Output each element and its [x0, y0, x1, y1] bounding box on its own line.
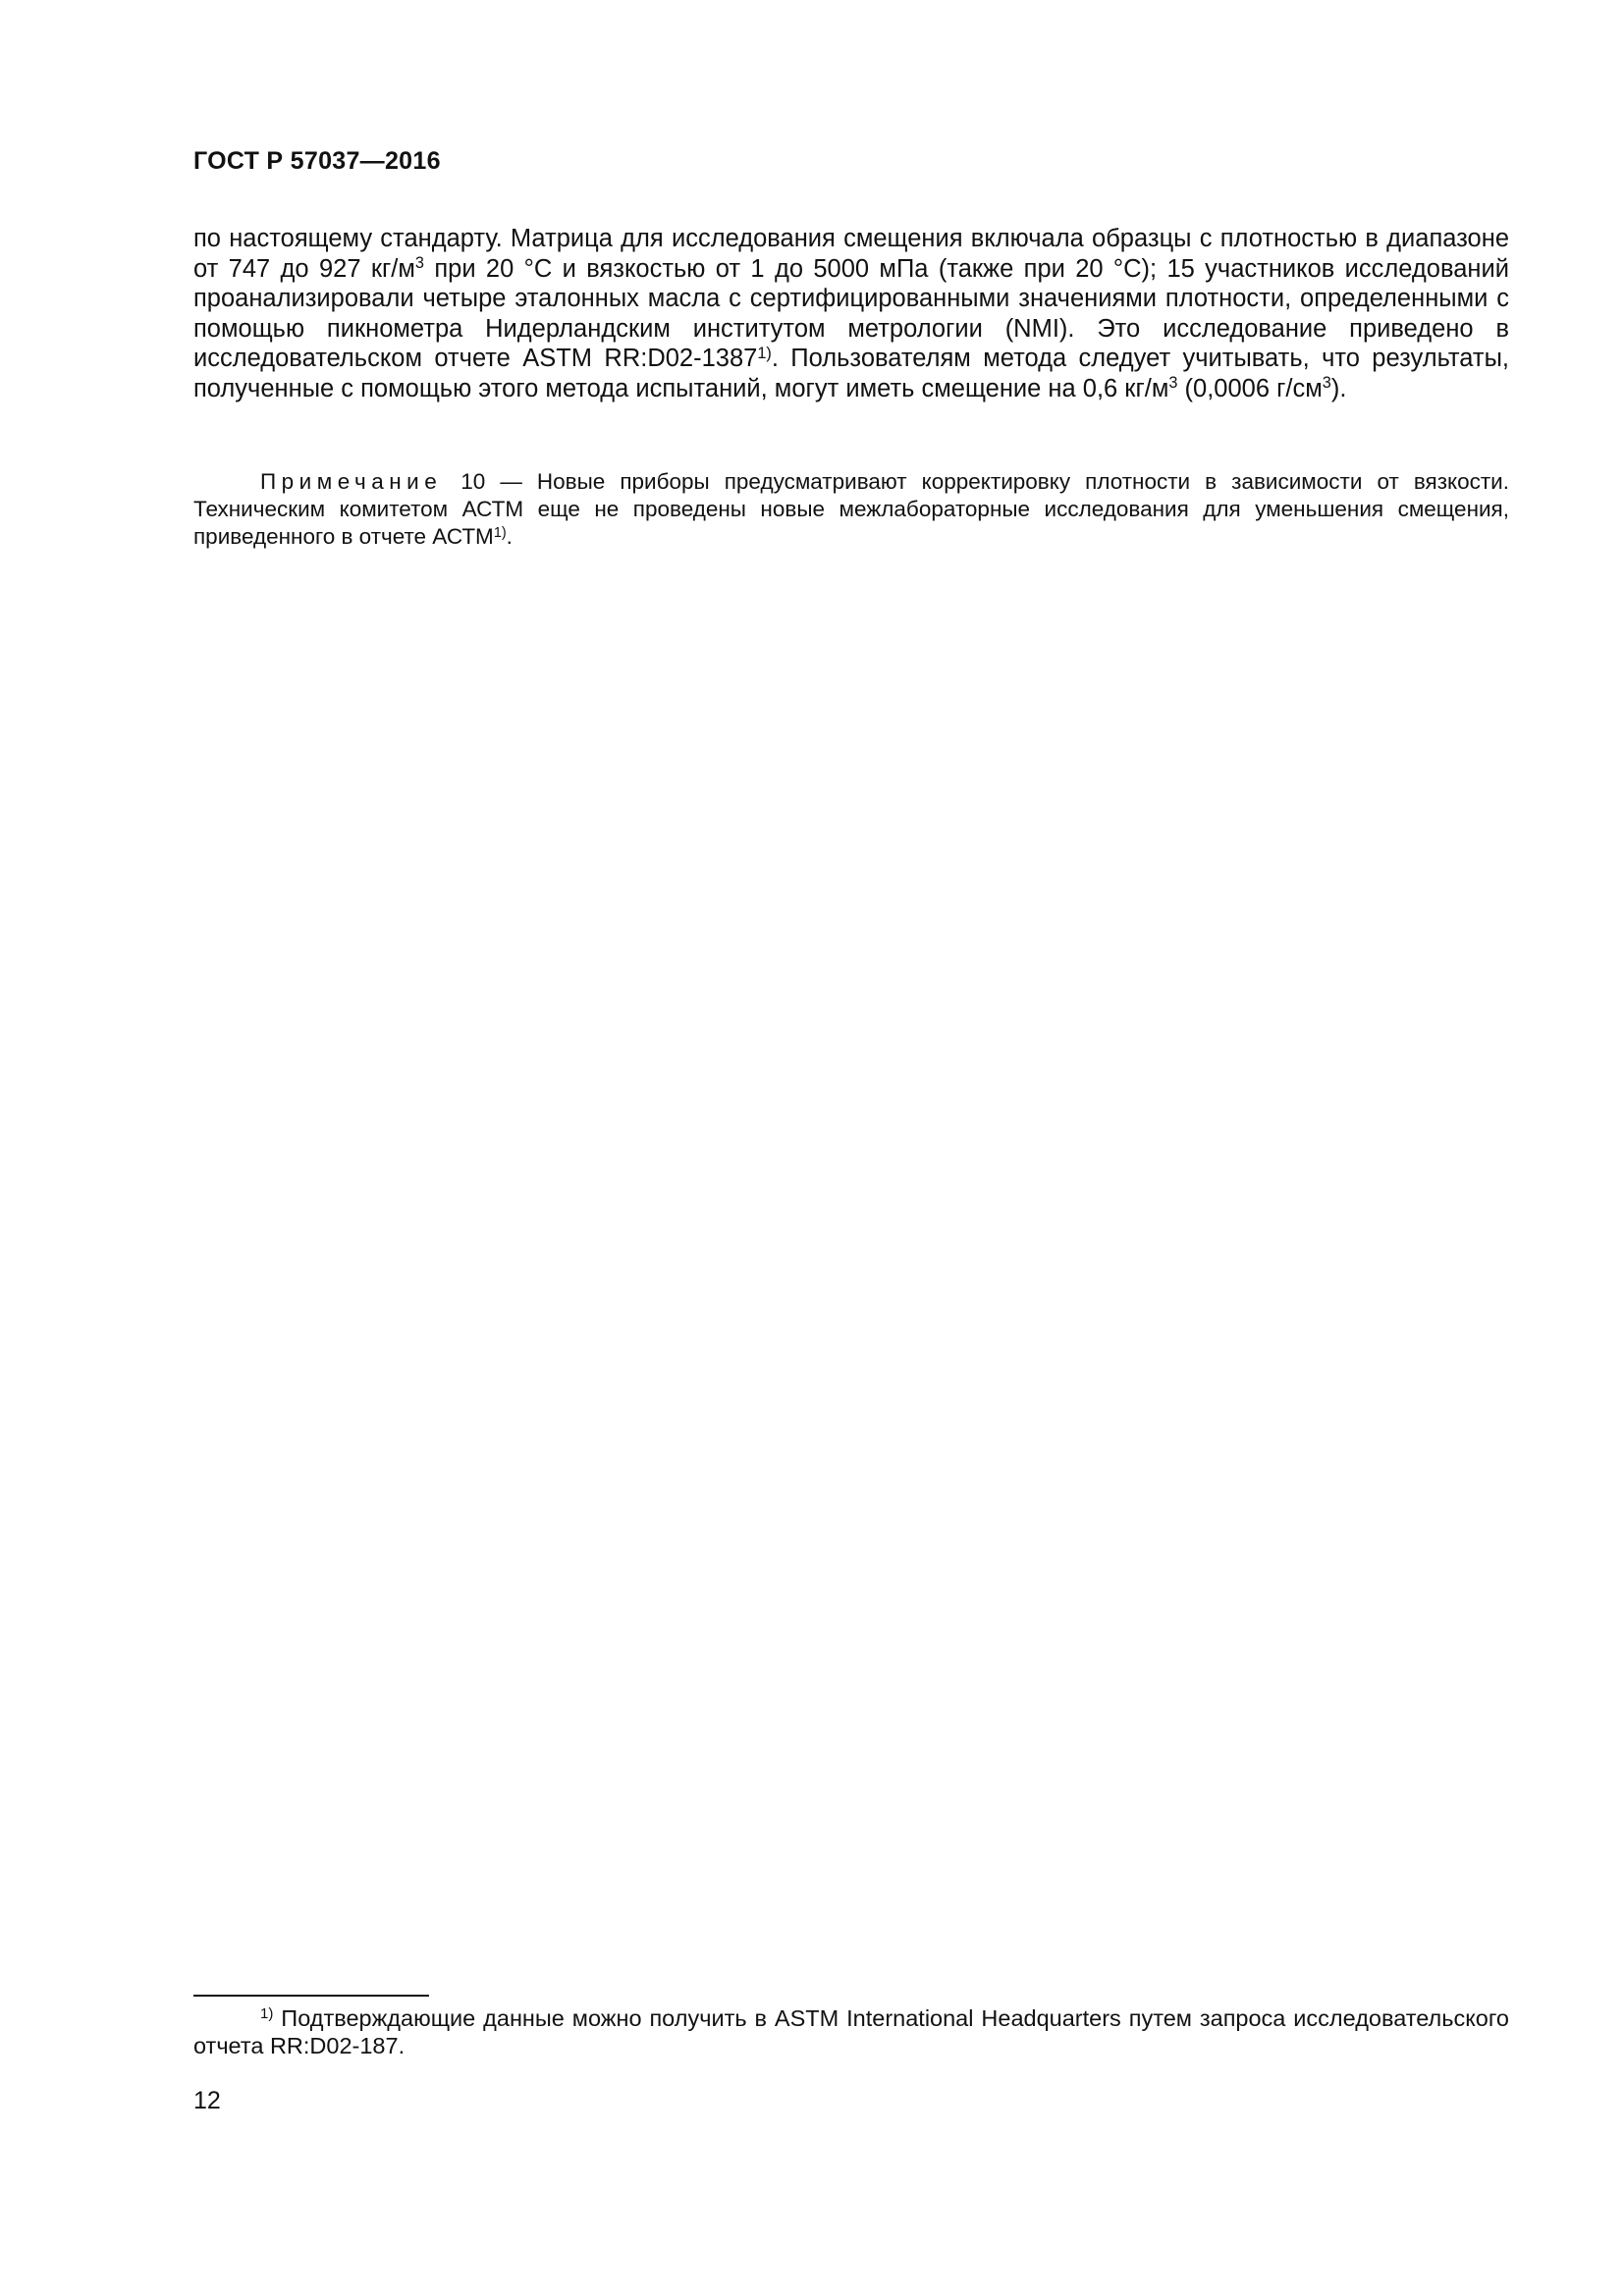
superscript: 3: [1168, 374, 1178, 393]
footnote: [193, 2004, 1509, 2059]
superscript: 3: [414, 254, 424, 273]
text-run: ).: [1330, 374, 1347, 402]
main-paragraph: [193, 224, 1509, 403]
footnote-separator: [193, 1995, 429, 1997]
superscript: 3: [1322, 374, 1331, 393]
page-header-standard-id: ГОСТ Р 57037—2016: [193, 147, 441, 175]
footnote-marker: 1): [260, 2005, 274, 2023]
text-run: при 20 °С и вязкостью от 1 до 5000 мПа (также при 20 °С); 15 участников исследований проанализировали четыре эталонных масла с сертифицированными значениями плотности, определенными с помощью пикнометра Нидерландским институтом метрологии (NMI). Это исследование приведено в исследовательском отчете ASTM RR:D02-1387: [193, 254, 1509, 372]
text-run: . Пользователям метода следует учитывать, что результаты, полученные с помощью этого метода испытаний, могут иметь смещение на 0,6 кг/м: [193, 345, 1509, 402]
note-body: 10 — Новые приборы предусматривают корректировку плотности в зависимости от вязкости. Техническим комитетом АСТМ еще не проведены новые межлабораторные исследования для уменьшения смещения, приведенного в отчете АСТМ: [193, 469, 1509, 549]
footnote-ref: 1): [757, 344, 772, 362]
footnote-text: [193, 2004, 1509, 2059]
text-run: (0,0006 г/см: [1177, 374, 1323, 402]
paragraph-text: [193, 224, 1509, 403]
note-text: [193, 468, 1509, 551]
footnote-body: Подтверждающие данные можно получить в ASTM International Headquarters путем запроса исследовательского отчета RR:D02-187.: [193, 2005, 1509, 2058]
note-end: .: [506, 524, 513, 549]
footnote-ref: 1): [493, 524, 507, 541]
page-number: 12: [193, 2087, 221, 2114]
note-block: [193, 468, 1509, 551]
text-run: по настоящему стандарту. Матрица для исследования смещения включала образцы с плотностью в диапазоне от 747 до 927 кг/м: [193, 225, 1509, 283]
note-label: Примечание: [260, 469, 443, 494]
